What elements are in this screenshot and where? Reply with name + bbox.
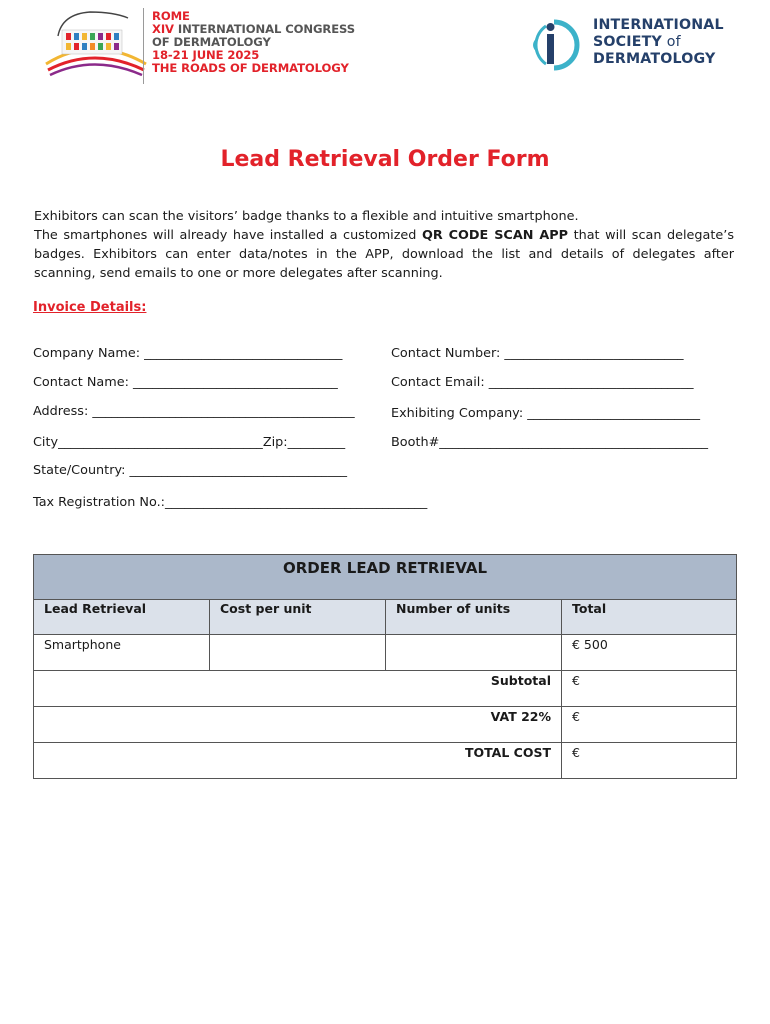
congress-subject: OF DERMATOLOGY [152,35,271,49]
item-cost-cell[interactable] [210,635,386,671]
intro-line-1: Exhibitors can scan the visitors’ badge thanks to a flexible and intuitive smartphone. [34,209,579,224]
isd-logo-icon [524,18,586,72]
city-zip-field[interactable]: City________________________________Zip:_________ [33,435,346,450]
congress-logo [42,6,148,80]
item-units-cell[interactable] [386,635,562,671]
item-total: € 500 [562,635,737,671]
company-name-field[interactable]: Company Name: _______________________________ [33,346,343,361]
header-divider [143,8,144,84]
subtotal-row [34,671,737,707]
society-line-3: DERMATOLOGY [593,51,716,67]
congress-dates: 18-21 JUNE 2025 [152,48,260,62]
total-cost-row [34,743,737,779]
subtotal-value[interactable]: € [562,671,737,707]
item-name: Smartphone [34,635,210,671]
table-row [34,635,737,671]
vat-label: VAT 22% [34,707,562,743]
intro-paragraph [34,207,734,283]
society-of: of [662,34,681,50]
total-cost-label: TOTAL COST [34,743,562,779]
contact-email-field[interactable]: Contact Email: ________________________________ [391,375,694,390]
order-table-header-row [34,600,737,635]
column-cost-per-unit: Cost per unit [210,600,386,635]
intro-line-2: The smartphones will already have installed a customized [34,228,422,243]
invoice-section-title: Invoice Details: [33,300,147,315]
tax-registration-field[interactable]: Tax Registration No.:_________________________________________ [33,495,428,510]
column-total: Total [562,600,737,635]
intro-line-3: that will scan delegate’s badges. Exhibitors can enter data/notes in the APP, download the list and details of delegates after scanning, send emails to one or more delegates after scanning. [34,228,734,281]
state-country-field[interactable]: State/Country: __________________________________ [33,463,348,478]
congress-edition: XIV [152,22,174,36]
congress-city: ROME [152,9,190,23]
congress-title [152,10,355,75]
congress-name: INTERNATIONAL CONGRESS [173,22,356,36]
society-line-1: INTERNATIONAL [593,17,724,33]
order-table [33,554,737,779]
society-name [593,17,724,68]
society-line-2: SOCIETY [593,34,663,50]
page-title: Lead Retrieval Order Form [220,147,550,172]
address-field[interactable]: Address: _________________________________________ [33,404,355,419]
column-lead-retrieval: Lead Retrieval [34,600,210,635]
contact-number-field[interactable]: Contact Number: ____________________________ [391,346,684,361]
order-table-heading: ORDER LEAD RETRIEVAL [34,555,737,600]
booth-field[interactable]: Booth#__________________________________________ [391,435,709,450]
subtotal-label: Subtotal [34,671,562,707]
vat-value[interactable]: € [562,707,737,743]
page-header [0,0,770,100]
total-cost-value[interactable]: € [562,743,737,779]
contact-name-field[interactable]: Contact Name: ________________________________ [33,375,338,390]
vat-row [34,707,737,743]
exhibiting-company-field[interactable]: Exhibiting Company: ___________________________ [391,406,700,421]
congress-theme: THE ROADS OF DERMATOLOGY [152,61,349,75]
column-number-of-units: Number of units [386,600,562,635]
intro-app-name: QR CODE SCAN APP [421,228,569,243]
